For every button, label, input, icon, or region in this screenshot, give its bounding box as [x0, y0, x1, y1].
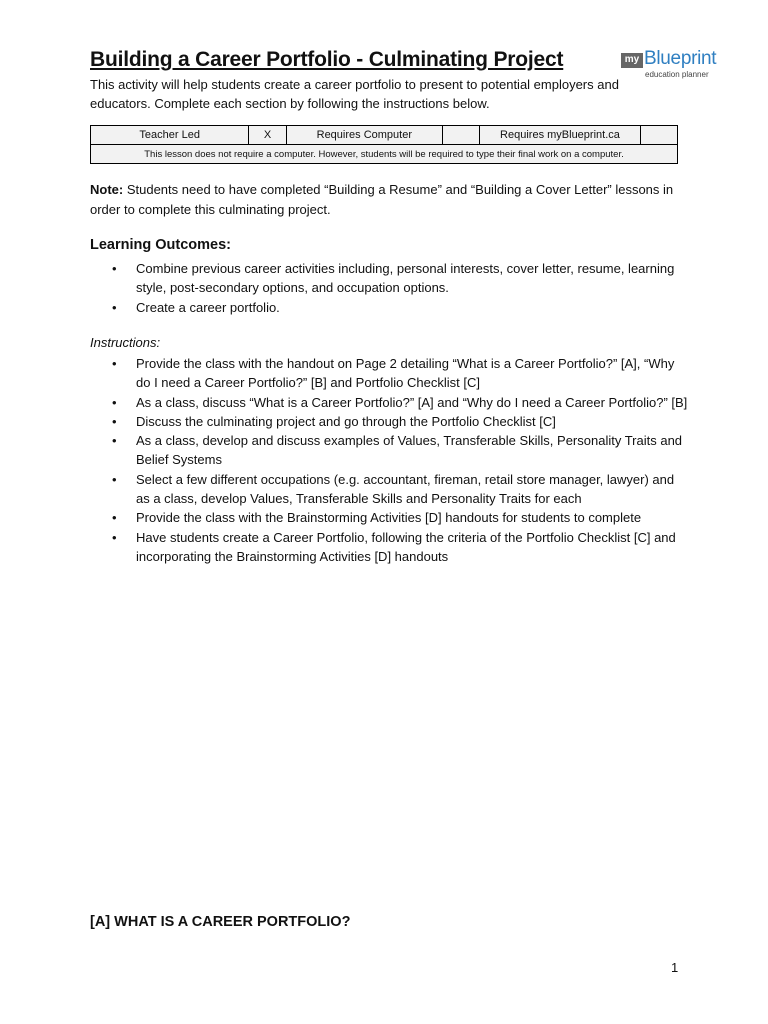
- note-paragraph: [90, 180, 675, 220]
- list-item: [90, 354, 690, 393]
- list-item-text: As a class, discuss “What is a Career Portfolio?” [A] and “Why do I need a Career Portfolio?” [B]: [136, 394, 688, 410]
- requires-myblueprint-mark: [640, 126, 677, 145]
- list-item: [90, 508, 690, 527]
- teacher-led-label: Teacher Led: [91, 126, 249, 145]
- list-item-text: Provide the class with the handout on Page 2 detailing “What is a Career Portfolio?” [A], “Why do I need a Career Portfolio?” [B] and Portfolio Checklist [C]: [136, 356, 675, 391]
- list-item-text: Discuss the culminating project and go through the Portfolio Checklist [C]: [136, 413, 556, 429]
- list-item-text: Provide the class with the Brainstorming Activities [D] handouts for students to complete: [136, 510, 642, 526]
- requirements-table: [90, 125, 678, 164]
- note-text: Students need to have completed “Building a Resume” and “Building a Cover Letter” lessons in order to complete this culminating project.: [90, 182, 674, 217]
- requires-computer-mark: [442, 126, 479, 145]
- section-heading: [A] WHAT IS A CAREER PORTFOLIO?: [90, 914, 351, 930]
- page-number: 1: [671, 960, 679, 975]
- instructions-list: [90, 354, 690, 566]
- list-item: [90, 470, 690, 509]
- learning-outcomes-heading: Learning Outcomes:: [90, 237, 231, 253]
- list-item: [90, 412, 690, 431]
- page-title: Building a Career Portfolio - Culminating Project: [90, 48, 564, 71]
- bullet: •: [112, 413, 117, 429]
- list-item-text: Select a few different occupations (e.g. accountant, fireman, retail store manager, lawyer) and as a class, develop Values, Transferable Skills and Personality Traits for each: [136, 471, 675, 507]
- list-item-text: Combine previous career activities including, personal interests, cover letter, resume, learning style, post-secondary options, and occupation options.: [136, 261, 675, 296]
- requires-computer-label: Requires Computer: [286, 126, 442, 145]
- instructions-heading: Instructions:: [90, 335, 161, 350]
- bullet: •: [112, 299, 117, 315]
- logo-mark: my: [621, 53, 643, 68]
- bullet: •: [112, 510, 117, 526]
- bullet: •: [112, 356, 117, 371]
- list-item-text: Create a career portfolio.: [136, 299, 280, 315]
- requirements-row: [91, 126, 678, 145]
- requirements-note-row: [91, 145, 678, 164]
- bullet: •: [112, 529, 117, 545]
- list-item: [90, 393, 690, 412]
- teacher-led-mark: X: [249, 126, 286, 145]
- bullet: •: [112, 471, 117, 487]
- bullet: •: [112, 433, 117, 449]
- intro-paragraph: This activity will help students create a career portfolio to present to potential employers and educators. Complete each section by following the instructions below.: [90, 77, 619, 111]
- logo-brand: Blueprint: [644, 48, 717, 69]
- logo-tagline: education planner: [645, 70, 709, 79]
- list-item: [90, 259, 690, 298]
- requires-myblueprint-label: Requires myBlueprint.ca: [480, 126, 640, 145]
- list-item: [90, 298, 690, 317]
- learning-outcomes-list: [90, 259, 690, 317]
- list-item: [90, 528, 690, 567]
- list-item-text: As a class, develop and discuss examples of Values, Transferable Skills, Personality Traits and Belief Systems: [136, 433, 683, 468]
- list-item: [90, 431, 690, 470]
- list-item-text: Have students create a Career Portfolio, following the criteria of the Portfolio Checklist [C] and incorporating the Brainstorming Activities [D] handouts: [136, 529, 676, 564]
- requirements-note: This lesson does not require a computer. However, students will be required to type their final work on a computer.: [91, 145, 678, 164]
- bullet: •: [112, 261, 117, 276]
- bullet: •: [112, 394, 117, 410]
- note-label: Note:: [90, 182, 124, 197]
